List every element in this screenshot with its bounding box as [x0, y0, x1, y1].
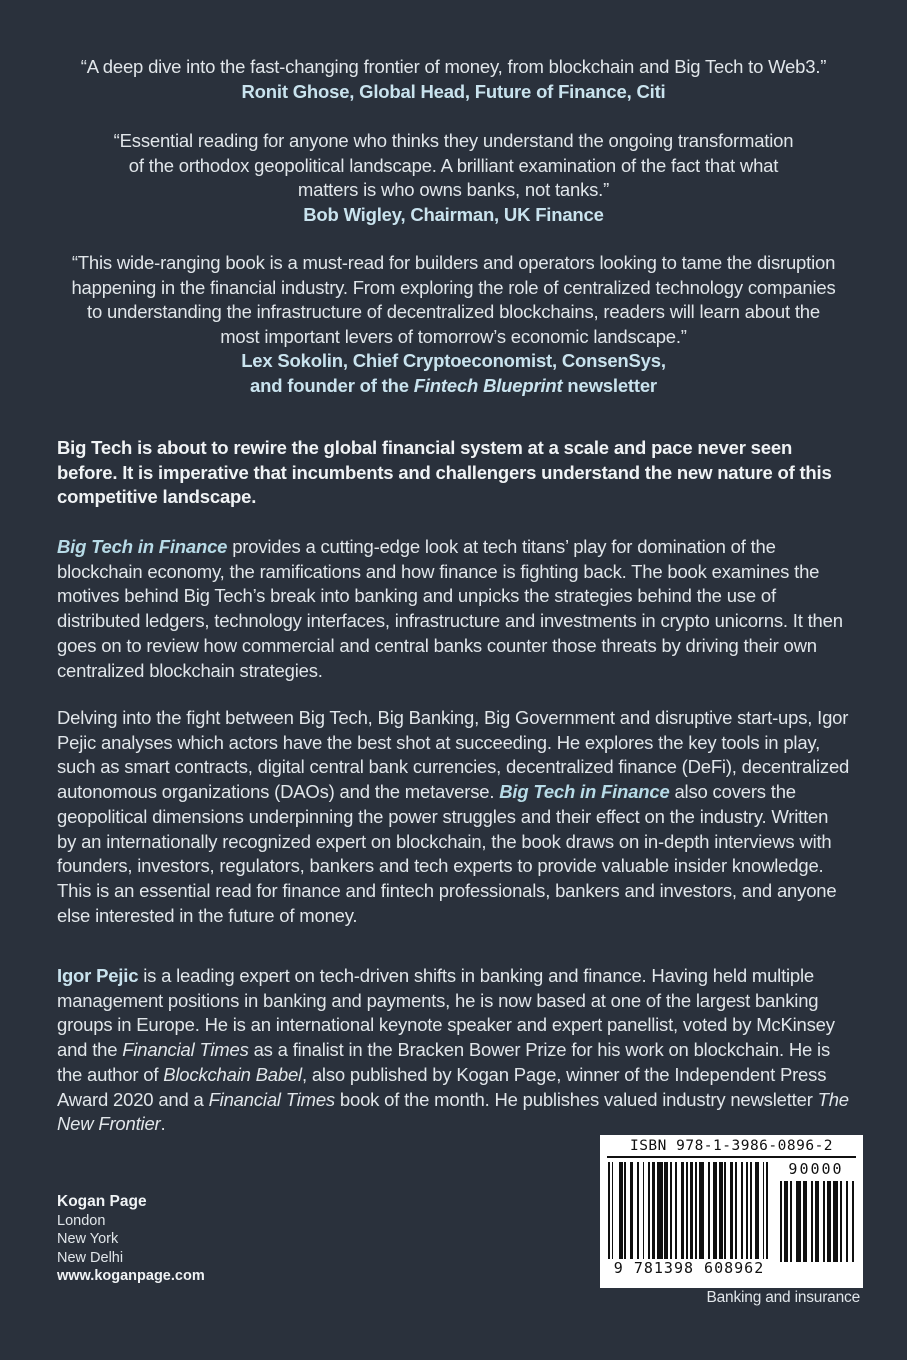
endorsement-quote-3	[69, 251, 839, 399]
publisher-city: London	[57, 1212, 106, 1229]
synopsis-intro-text: Big Tech is about to rewire the global financial system at a scale and pace never seen before. It is imperative that incumbents and challengers understand the new nature of this competitive landscape.	[57, 437, 832, 508]
publication-title: Blockchain Babel	[163, 1063, 302, 1085]
barcode-digits: 9 781398 608962	[613, 1259, 765, 1277]
bio-text: .	[160, 1113, 166, 1135]
synopsis-paragraph-text	[57, 706, 852, 928]
bio-text: as a finalist in the Bracken Bower Prize for his work on blockchain. He is the author of	[57, 1039, 831, 1085]
publisher-city: New York	[57, 1231, 119, 1248]
author-bio-text	[57, 964, 852, 1137]
isbn-label: ISBN 978-1-3986-0896-2	[607, 1138, 856, 1158]
endorsement-quote-1	[34, 55, 874, 104]
newsletter-title: Fintech Blueprint	[413, 374, 563, 396]
synopsis-paragraph-2	[57, 706, 852, 928]
bio-text: is a leading expert on tech-driven shifts in banking and finance. Having held multiple management positions in banking and payments, he is now based at one of the largest banking groups in Europe. He is an international keynote speaker and expert panellist, voted by McKinsey and the	[57, 965, 835, 1061]
book-title: Big Tech in Finance	[57, 536, 228, 557]
quote-text: “Essential reading for anyone who thinks they understand the ongoing transformation of the orthodox geopolitical landscape. A brilliant examination of the fact that what matters is who owns banks, not tanks.”	[113, 130, 794, 201]
publication-title: Financial Times	[208, 1088, 335, 1110]
quote-attribution-line2	[69, 374, 839, 399]
author-bio	[57, 964, 852, 1137]
synopsis-intro	[57, 436, 852, 510]
attribution-text: newsletter	[562, 374, 657, 396]
publication-title: Financial Times	[122, 1039, 249, 1061]
synopsis-text: also covers the geopolitical dimensions underpinning the power struggles and their effect on the industry. Written by an internationally recognized expert on blockchain, the book draws on in-depth interviews with founders, investors, regulators, bankers and tech experts to provide valuable insider knowledge. This is an essential read for finance and fintech professionals, bankers and investors, and anyone else interested in the future of money.	[57, 781, 837, 926]
synopsis-text: Delving into the fight between Big Tech, Big Banking, Big Government and disruptive start-ups, Igor Pejic analyses which actors have the best shot at succeeding. He explores the key tools in play, such as smart contracts, digital central bank currencies, decentralized finance (DeFi), decentralized autonomous organizations (DAOs) and the metaverse.	[57, 707, 850, 803]
synopsis-paragraph-1	[57, 535, 852, 683]
barcode-bars-supplement	[780, 1181, 854, 1262]
quote-attribution	[69, 349, 839, 398]
synopsis-paragraph-text	[57, 535, 852, 683]
publisher-logo: Kogan Page	[57, 1193, 147, 1210]
publisher-block	[57, 1193, 205, 1286]
publication-title: The New Frontier	[57, 1088, 849, 1135]
barcode-price-code: 90000	[788, 1160, 844, 1178]
publisher-website: www.koganpage.com	[57, 1268, 205, 1285]
author-name: Igor Pejic	[57, 965, 139, 986]
quote-attribution: Bob Wigley, Chairman, UK Finance	[303, 203, 604, 225]
quote-text: “This wide-ranging book is a must-read for builders and operators looking to tame the disruption happening in the financial industry. From exploring the role of centralized technology companies to understanding the infrastructure of decentralized blockchains, readers will learn about the most important levers of tomorrow’s economic landscape.”	[71, 252, 836, 347]
category-label: Banking and insurance	[706, 1289, 860, 1306]
quote-attribution-line1: Lex Sokolin, Chief Cryptoeconomist, ConsenSys,	[241, 350, 666, 372]
book-title: Big Tech in Finance	[499, 781, 670, 803]
quote-attribution: Ronit Ghose, Global Head, Future of Finance, Citi	[241, 80, 666, 102]
bio-text: book of the month. He publishes valued industry newsletter	[334, 1088, 818, 1110]
barcode	[600, 1135, 863, 1288]
attribution-text: and founder of the	[250, 374, 414, 396]
synopsis-text: provides a cutting-edge look at tech titans’ play for domination of the blockchain economy, the ramifications and how finance is fighting back. The book examines the motives behind Big Tech’s break into banking and unpicks the strategies behind the use of distributed ledgers, technology interfaces, infrastructure and investments in crypto unicorns. It then goes on to review how commercial and central banks counter those threats by driving their own centralized blockchain strategies.	[57, 536, 843, 681]
publisher-city: New Delhi	[57, 1249, 124, 1266]
endorsement-quote-2	[109, 129, 799, 227]
quote-text: “A deep dive into the fast-changing frontier of money, from blockchain and Big Tech to Web3.”	[80, 56, 827, 77]
barcode-bars-main	[608, 1162, 768, 1259]
bio-text: , also published by Kogan Page, winner of the Independent Press Award 2020 and a	[57, 1063, 827, 1110]
